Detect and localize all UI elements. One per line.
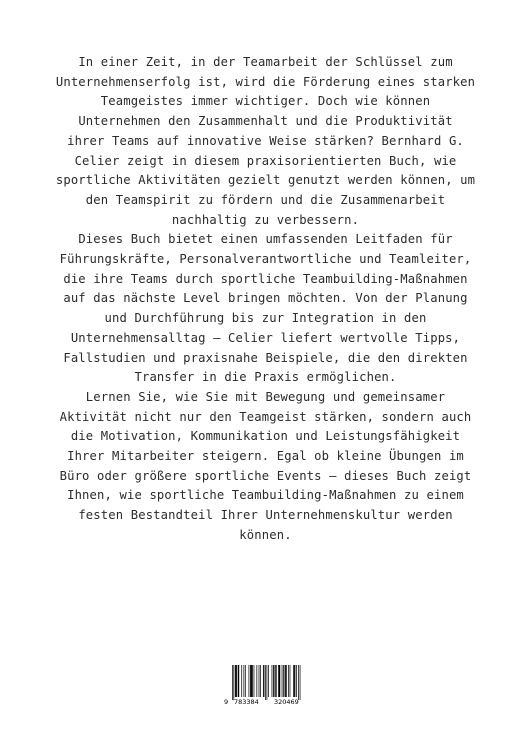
- text-line: können.: [239, 527, 292, 542]
- barcode-bar: [244, 665, 245, 697]
- barcode-digits: [224, 697, 306, 707]
- text-line: In einer Zeit, in der Teamarbeit der Schlüssel zum: [78, 55, 453, 69]
- barcode-bar: [245, 665, 246, 697]
- barcode-bar: [300, 665, 301, 700]
- text-line: nachhaltig zu verbessern.: [171, 212, 360, 227]
- barcode-bar: [259, 665, 260, 697]
- barcode-bar: [272, 665, 273, 697]
- barcode-bar: [256, 665, 257, 697]
- text-line: Führungskräfte, Personalverantwortliche und Teamleiter,: [59, 252, 472, 267]
- barcode-left-group: 783384: [234, 698, 259, 706]
- barcode-bar: [252, 665, 253, 697]
- text-line: Ihnen, wie sportliche Teambuilding-Maßnahmen zu einem: [67, 488, 464, 503]
- barcode-bar: [251, 665, 252, 697]
- barcode-bar: [233, 665, 234, 700]
- text-line: sportliche Aktivitäten gezielt genutzt werden können, um: [55, 173, 476, 188]
- text-line: ihrer Teams auf innovative Weise stärken? Bernhard G.: [67, 133, 464, 148]
- barcode-bar: [236, 665, 237, 697]
- barcode-bar: [282, 665, 283, 697]
- text-line: die ihre Teams durch sportliche Teambuilding-Maßnahmen: [63, 271, 468, 286]
- barcode-bar: [295, 665, 296, 697]
- text-line: Unternehmenserfolg ist, wird die Förderung eines starken: [55, 74, 476, 89]
- paragraph: [40, 230, 491, 388]
- barcode-bar: [254, 665, 255, 697]
- text-line: Transfer in die Praxis ermöglichen.: [134, 370, 397, 385]
- barcode-bar: [286, 665, 287, 697]
- blurb-text: [40, 53, 491, 546]
- barcode-bar: [250, 665, 251, 697]
- text-line: auf das nächste Level bringen möchten. Von der Planung: [63, 291, 468, 306]
- barcode-bar: [264, 665, 265, 697]
- isbn-barcode: [224, 664, 306, 708]
- text-line: Unternehmen den Zusammenhalt und die Produktivität: [78, 114, 453, 129]
- barcode-bar: [280, 665, 281, 697]
- barcode-bar: [296, 665, 297, 697]
- paragraph: [40, 388, 491, 546]
- barcode-first-digit: 9: [224, 698, 229, 706]
- barcode-bar: [294, 665, 295, 697]
- barcode-bars: [224, 664, 306, 700]
- barcode-bar: [274, 665, 275, 697]
- barcode-bar: [298, 665, 299, 700]
- barcode-bar: [285, 665, 286, 697]
- text-line: die Motivation, Kommunikation und Leistungsfähigkeit: [70, 429, 461, 444]
- barcode-bar: [288, 665, 289, 697]
- barcode-bar: [267, 665, 268, 700]
- barcode-bar: [290, 665, 291, 697]
- text-line: Unternehmensalltag – Celier liefert wertvolle Tipps,: [70, 330, 461, 345]
- text-line: Celier zeigt in diesem praxisorientierten Buch, wie: [74, 153, 457, 168]
- barcode-bar: [263, 665, 264, 697]
- text-line: Büro oder größere sportliche Events – dieses Buch zeigt: [59, 468, 472, 483]
- barcode-bar: [275, 665, 276, 697]
- text-line: Dieses Buch bietet einen umfassenden Leitfaden für: [78, 232, 453, 247]
- barcode-bar: [265, 665, 266, 700]
- text-line: Teamgeistes immer wichtiger. Doch wie können: [100, 94, 431, 109]
- text-line: und Durchführung bis zur Integration in den: [104, 311, 427, 326]
- barcode-bar: [283, 665, 284, 697]
- text-line: Lernen Sie, wie Sie mit Bewegung und gemeinsamer: [85, 389, 446, 404]
- barcode-bar: [293, 665, 294, 697]
- barcode-bar: [251, 665, 252, 697]
- barcode-right-group: 320469: [274, 698, 299, 706]
- barcode-bar: [278, 665, 279, 697]
- barcode-bar: [238, 665, 239, 697]
- text-line: den Teamspirit zu fördern und die Zusammenarbeit: [85, 192, 446, 207]
- barcode-bar: [273, 665, 274, 697]
- barcode-bar: [260, 665, 261, 697]
- barcode-bar: [235, 665, 236, 697]
- barcode-bar: [268, 665, 269, 697]
- barcode-bar: [232, 665, 233, 700]
- text-line: festen Bestandteil Ihrer Unternehmenskultur werden: [78, 508, 453, 523]
- barcode-bar: [276, 665, 277, 697]
- barcode-bar: [241, 665, 242, 697]
- text-line: Aktivität nicht nur den Teamgeist stärken, sondern auch: [59, 409, 472, 424]
- barcode-bar: [238, 665, 239, 697]
- text-line: Fallstudien und praxisnahe Beispiele, die den direkten: [63, 350, 468, 365]
- barcode-bar: [279, 665, 280, 697]
- barcode-bar: [249, 665, 250, 697]
- barcode-bar: [285, 665, 286, 697]
- barcode-bar: [236, 665, 237, 697]
- paragraph: [40, 53, 491, 230]
- text-line: Ihrer Mitarbeiter steigern. Egal ob kleine Übungen im: [67, 449, 464, 464]
